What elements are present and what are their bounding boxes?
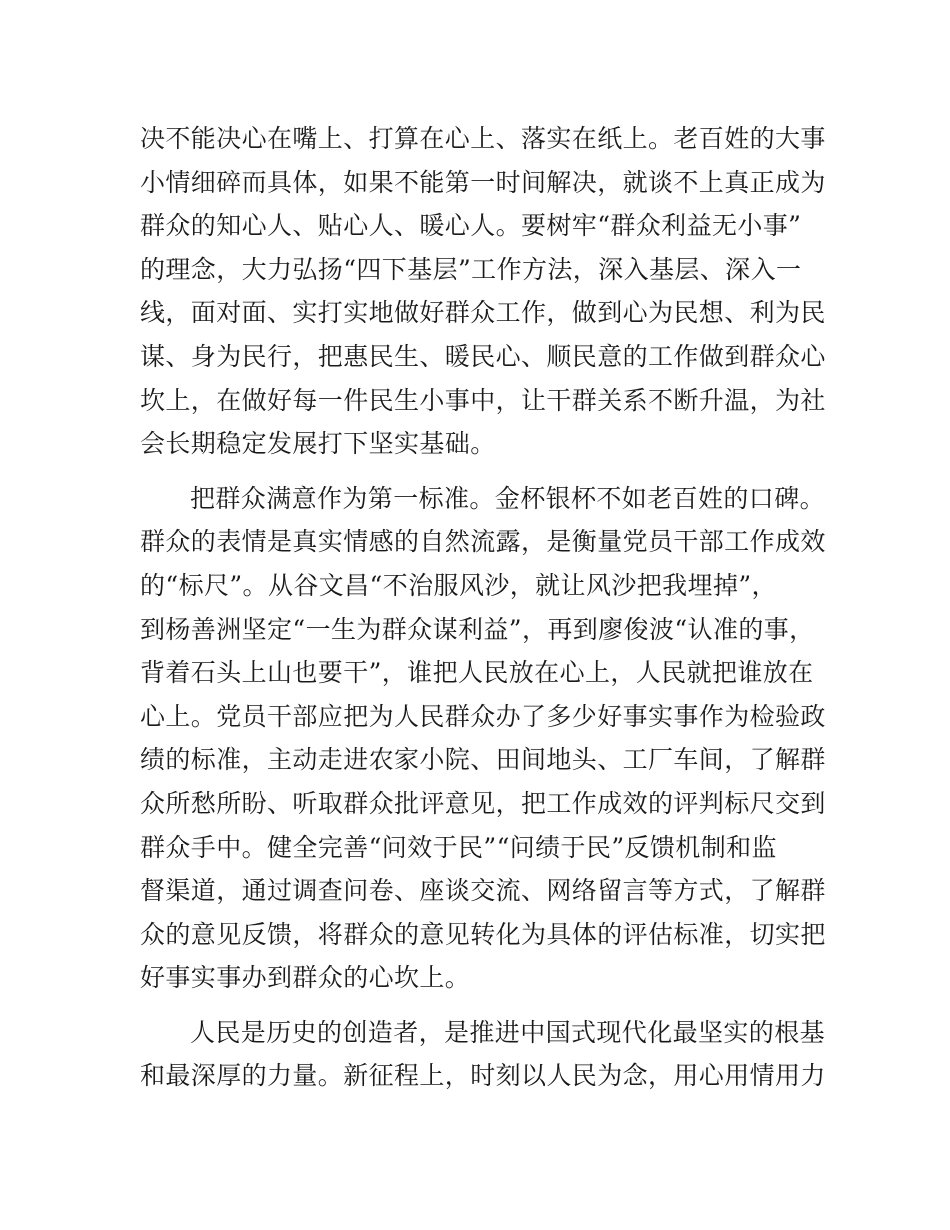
- paragraph-1-line-7: 坎上，在做好每一件民生小事中，让干群关系不断升温，为社: [140, 385, 826, 415]
- paragraph-2-line-4: 到杨善洲坚定“一生为群众谋利益”，再到廖俊波“认准的事，: [140, 614, 815, 644]
- paragraph-2-line-11: 众的意见反馈，将群众的意见转化为具体的评估标准，切实把: [140, 919, 826, 949]
- paragraph-2-line-3: 的“标尺”。从谷文昌“不治服风沙，就让风沙把我埋掉”，: [140, 570, 777, 600]
- paragraph-3-line-2: 和最深厚的力量。新征程上，时刻以人民为念，用心用情用力: [140, 1061, 826, 1091]
- paragraph-1-line-3: 群众的知心人、贴心人、暖心人。要树牢“群众利益无小事”: [140, 211, 802, 241]
- document-body: [140, 117, 826, 1098]
- paragraph-3-line-1: 人民是历史的创造者，是推进中国式现代化最坚实的根基: [190, 1017, 826, 1047]
- paragraph-1-line-1: 决不能决心在嘴上、打算在心上、落实在纸上。老百姓的大事: [140, 124, 826, 153]
- paragraph-2-line-1: 把群众满意作为第一标准。金杯银杯不如老百姓的口碑。: [190, 483, 826, 513]
- paragraph-2-line-2: 群众的表情是真实情感的自然流露，是衡量党员干部工作成效: [140, 527, 826, 557]
- paragraph-spacer: [140, 466, 820, 477]
- paragraph-2-line-5: 背着石头上山也要干”，谁把人民放在心上，人民就把谁放在: [140, 658, 814, 688]
- paragraph-1-line-6: 谋、身为民行，把惠民生、暖民心、顺民意的工作做到群众心: [140, 341, 826, 371]
- paragraph-1-line-2: 小情细碎而具体，如果不能第一时间解决，就谈不上真正成为: [140, 167, 826, 197]
- paragraph-1-line-4: 的理念，大力弘扬“四下基层”工作方法，深入基层、深入一: [140, 254, 802, 284]
- paragraph-2-line-9: 群众手中。健全完善“问效于民”“问绩于民”反馈机制和监: [140, 832, 777, 862]
- paragraph-2-line-8: 众所愁所盼、听取群众批评意见，把工作成效的评判标尺交到: [140, 788, 826, 818]
- paragraph-spacer: [140, 1000, 820, 1011]
- paragraph-1-line-5: 线，面对面、实打实地做好群众工作，做到心为民想、利为民: [140, 298, 826, 328]
- paragraph-1-line-8: 会长期稳定发展打下坚实基础。: [140, 429, 496, 459]
- paragraph-2-line-7: 绩的标准，主动走进农家小院、田间地头、工厂车间，了解群: [140, 745, 826, 775]
- paragraph-2-line-12: 好事实事办到群众的心坎上。: [140, 963, 471, 993]
- paragraph-2-line-10: 督渠道，通过调查问卷、座谈交流、网络留言等方式，了解群: [140, 876, 826, 906]
- paragraph-2-line-6: 心上。党员干部应把为人民群众办了多少好事实事作为检验政: [140, 701, 826, 731]
